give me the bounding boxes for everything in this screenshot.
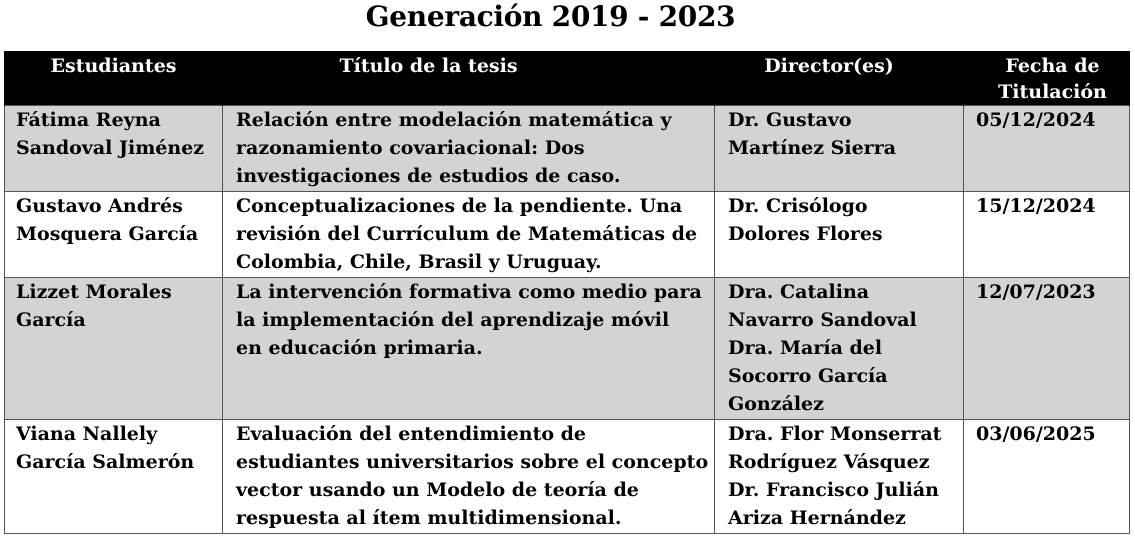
- student-name-line: Gustavo Andrés: [16, 195, 183, 217]
- student-name-line: Mosquera García: [16, 223, 199, 245]
- student-name-line: Fátima Reyna: [16, 109, 161, 131]
- thesis-line: investigaciones de estudios de caso.: [236, 165, 621, 187]
- table-row: [5, 106, 1130, 192]
- thesis-line: La intervención formativa como medio para: [236, 281, 702, 303]
- director-cell: [715, 192, 964, 278]
- student-name-line: García: [16, 309, 86, 331]
- thesis-line: Conceptualizaciones de la pendiente. Una: [236, 195, 683, 217]
- thesis-line: vector usando un Modelo de teoría de: [236, 479, 639, 501]
- header-date: [964, 51, 1130, 106]
- student-name-line: Viana Nallely: [16, 423, 158, 445]
- thesis-line: la implementación del aprendizaje móvil: [236, 309, 670, 331]
- table-row: [5, 420, 1130, 534]
- table-row: [5, 192, 1130, 278]
- director-line: Dra. María del: [728, 337, 883, 359]
- date-cell: 15/12/2024: [964, 192, 1130, 278]
- table-header-row: [5, 51, 1130, 106]
- table-row: [5, 278, 1130, 420]
- date-cell: 12/07/2023: [964, 278, 1130, 420]
- header-directors: Director(es): [715, 51, 964, 106]
- student-name-line: Sandoval Jiménez: [16, 137, 205, 159]
- director-cell: [715, 278, 964, 420]
- thesis-cell: [223, 192, 715, 278]
- director-line: Socorro García: [728, 365, 888, 387]
- header-thesis: Título de la tesis: [223, 51, 715, 106]
- student-name-line: García Salmerón: [16, 451, 195, 473]
- thesis-line: respuesta al ítem multidimensional.: [236, 507, 622, 529]
- director-line: Dr. Gustavo: [728, 109, 852, 131]
- director-line: Navarro Sandoval: [728, 309, 917, 331]
- director-line: Dr. Crisólogo: [728, 195, 868, 217]
- director-line: Martínez Sierra: [728, 137, 897, 159]
- student-cell: [5, 420, 223, 534]
- director-line: Ariza Hernández: [728, 507, 906, 529]
- thesis-cell: [223, 278, 715, 420]
- director-cell: [715, 420, 964, 534]
- header-date-line: Titulación: [998, 81, 1107, 103]
- student-cell: [5, 278, 223, 420]
- thesis-cell: [223, 420, 715, 534]
- date-cell: 03/06/2025: [964, 420, 1130, 534]
- student-cell: [5, 192, 223, 278]
- director-line: Dra. Catalina: [728, 281, 870, 303]
- thesis-cell: [223, 106, 715, 192]
- thesis-line: en educación primaria.: [236, 337, 483, 359]
- director-line: Dr. Francisco Julián: [728, 479, 939, 501]
- page-title: Generación 2019 - 2023: [365, 0, 736, 33]
- thesis-line: razonamiento covariacional: Dos: [236, 137, 585, 159]
- thesis-line: Evaluación del entendimiento de: [236, 423, 587, 445]
- director-line: Dolores Flores: [728, 223, 883, 245]
- director-cell: [715, 106, 964, 192]
- thesis-line: Colombia, Chile, Brasil y Uruguay.: [236, 251, 602, 273]
- header-students: Estudiantes: [5, 51, 223, 106]
- thesis-line: Relación entre modelación matemática y: [236, 109, 672, 131]
- director-line: González: [728, 393, 824, 415]
- director-line: Rodríguez Vásquez: [728, 451, 930, 473]
- date-cell: 05/12/2024: [964, 106, 1130, 192]
- student-name-line: Lizzet Morales: [16, 281, 172, 303]
- header-date-line: Fecha de: [1005, 55, 1100, 77]
- director-line: Dra. Flor Monserrat: [728, 423, 942, 445]
- student-cell: [5, 106, 223, 192]
- thesis-table: [4, 51, 1130, 534]
- thesis-line: estudiantes universitarios sobre el concepto: [236, 451, 709, 473]
- thesis-line: revisión del Currículum de Matemáticas de: [236, 223, 698, 245]
